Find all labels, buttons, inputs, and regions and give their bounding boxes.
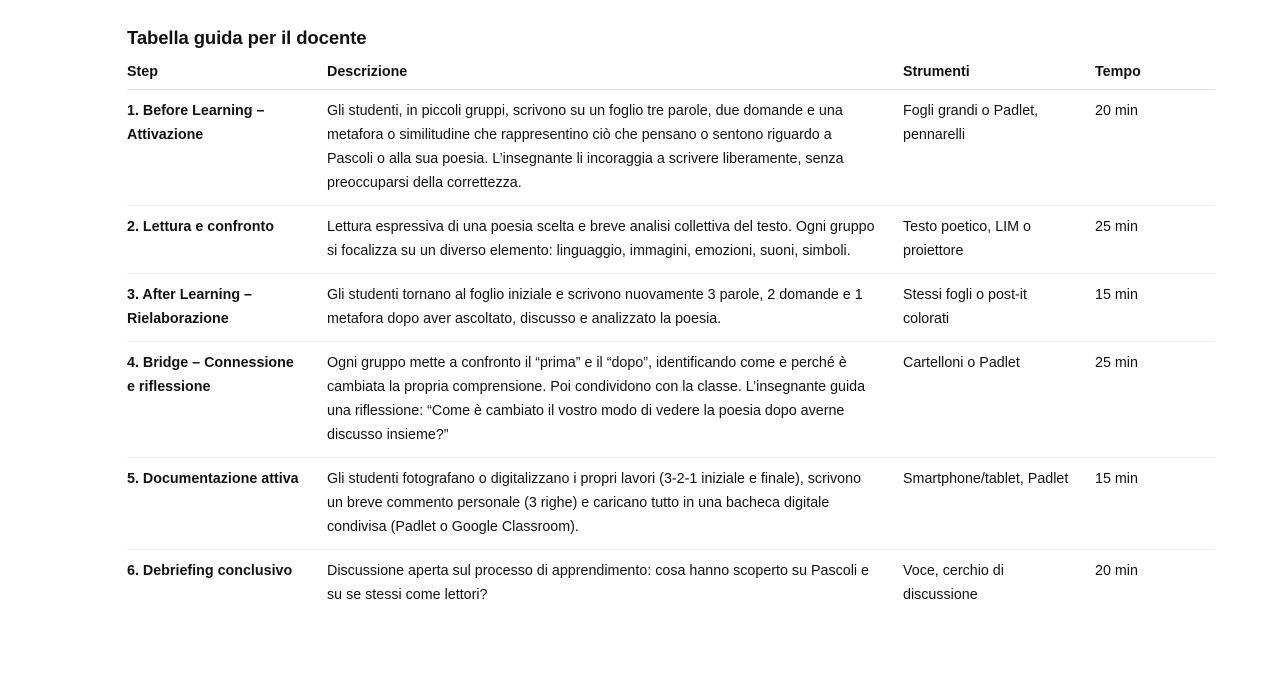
cell-step: 2. Lettura e confronto bbox=[127, 206, 327, 274]
cell-tools: Smartphone/tablet, Padlet bbox=[903, 458, 1095, 550]
teacher-guide-table bbox=[127, 60, 1215, 617]
cell-description: Ogni gruppo mette a confronto il “prima” e il “dopo”, identificando come e perché è cambiata la propria comprensione. Poi condividono con la classe. L’insegnante guida una riflessione: “Come è cambiato il vostro modo di vedere la poesia dopo averne discusso insieme?” bbox=[327, 342, 903, 458]
cell-description: Gli studenti, in piccoli gruppi, scrivono su un foglio tre parole, due domande e una metafora o similitudine che rappresentino ciò che pensano o sentono riguardo a Pascoli o alla sua poesia. L’insegnante li incoraggia a scrivere liberamente, senza preoccuparsi della correttezza. bbox=[327, 90, 903, 206]
cell-time: 15 min bbox=[1095, 274, 1215, 342]
cell-time: 15 min bbox=[1095, 458, 1215, 550]
cell-time: 20 min bbox=[1095, 563, 1138, 579]
cell-tools: Fogli grandi o Padlet, pennarelli bbox=[903, 90, 1095, 206]
cell-step: 6. Debriefing conclusivo bbox=[127, 563, 293, 579]
column-header-step: Step bbox=[127, 60, 327, 90]
cell-time: 25 min bbox=[1095, 206, 1215, 274]
column-header-time: Tempo bbox=[1095, 60, 1215, 90]
page-title: Tabella guida per il docente bbox=[127, 27, 367, 48]
cell-description: Gli studenti fotografano o digitalizzano i propri lavori (3-2-1 iniziale e finale), scrivono un breve commento personale (3 righe) e caricano tutto in una bacheca digitale condivisa (Padlet o Google Classroom). bbox=[327, 458, 903, 550]
cell-step: 3. After Learning – Rielaborazione bbox=[127, 274, 327, 342]
table-row bbox=[127, 206, 1215, 274]
table-row bbox=[127, 458, 1215, 550]
cell-description: Gli studenti tornano al foglio iniziale e scrivono nuovamente 3 parole, 2 domande e 1 metafora dopo aver ascoltato, discusso e analizzato la poesia. bbox=[327, 274, 903, 342]
cell-description: Discussione aperta sul processo di apprendimento: cosa hanno scoperto su Pascoli e su se stessi come lettori? bbox=[327, 563, 870, 603]
cell-step: 1. Before Learning – Attivazione bbox=[127, 90, 327, 206]
cell-time: 20 min bbox=[1095, 90, 1215, 206]
cell-description: Lettura espressiva di una poesia scelta e breve analisi collettiva del testo. Ogni gruppo si focalizza su un diverso elemento: linguaggio, immagini, emozioni, suoni, simboli. bbox=[327, 206, 903, 274]
cell-step: 4. Bridge – Connessione e riflessione bbox=[127, 342, 327, 458]
cell-tools: Testo poetico, LIM o proiettore bbox=[903, 206, 1095, 274]
cell-tools: Voce, cerchio di discussione bbox=[903, 563, 1004, 603]
table-row bbox=[127, 342, 1215, 458]
table-header-row bbox=[127, 60, 1215, 90]
cell-tools: Cartelloni o Padlet bbox=[903, 342, 1095, 458]
table-row bbox=[127, 90, 1215, 206]
document bbox=[127, 0, 1215, 617]
cell-step: 5. Documentazione attiva bbox=[127, 458, 327, 550]
cell-time: 25 min bbox=[1095, 342, 1215, 458]
column-header-tools: Strumenti bbox=[903, 60, 1095, 90]
column-header-description: Descrizione bbox=[327, 60, 903, 90]
cell-tools: Stessi fogli o post-it colorati bbox=[903, 274, 1095, 342]
table-row bbox=[127, 274, 1215, 342]
table-row bbox=[127, 550, 1215, 618]
